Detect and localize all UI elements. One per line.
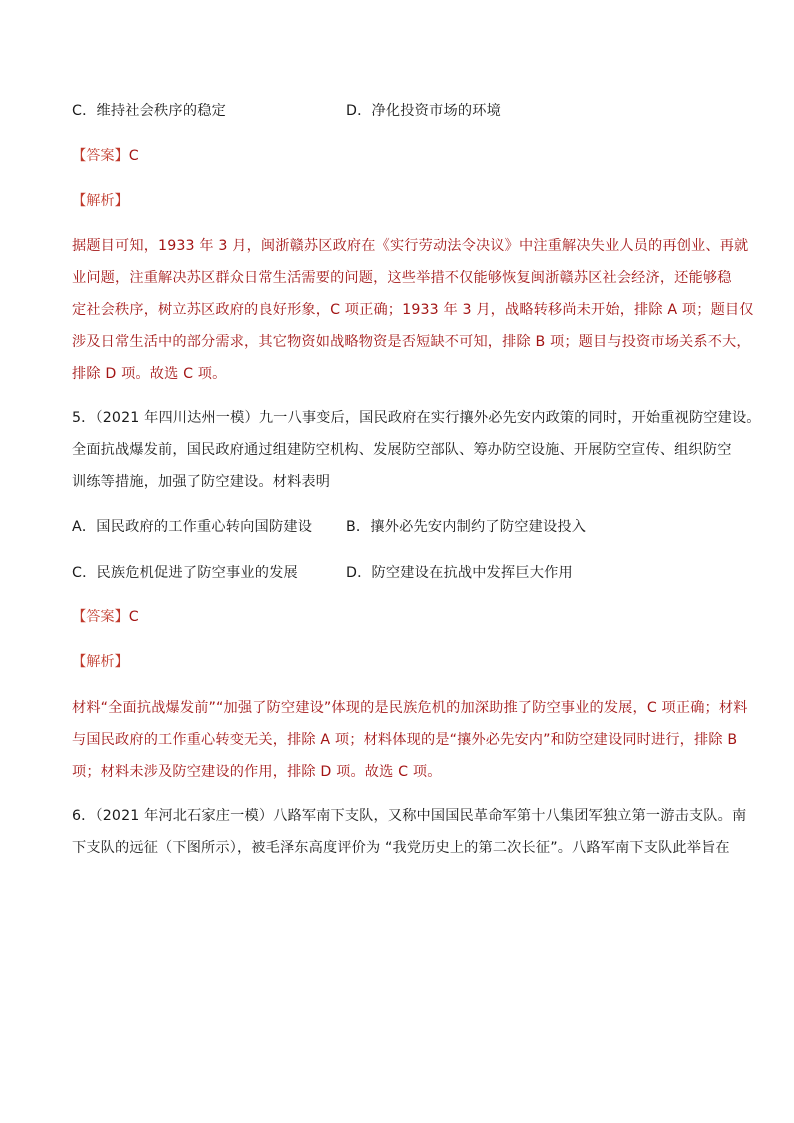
q4-answer (72, 146, 139, 166)
q4-analysis-line: 定社会秩序，树立苏区政府的良好形象，C 项正确；1933 年 3 月，战略转移尚未开始，排除 A 项；题目仅 (72, 302, 754, 318)
q6-stem-line: 下支队的远征（下图所示），被毛泽东高度评价为 “我党历史上的第二次长征”。八路军南下支队此举旨在 (72, 840, 730, 856)
answer-value: C (128, 148, 139, 164)
q6-stem-line: 6．（2021 年河北石家庄一模）八路军南下支队，又称中国国民革命军第十八集团军独立第一游击支队。南 (72, 808, 747, 824)
q4-analysis-label: 【解析】 (72, 193, 129, 209)
q4-analysis-line: 业问题，注重解决苏区群众日常生活需要的问题，这些举措不仅能够恢复闽浙赣苏区社会经济，还能够稳 (72, 270, 732, 286)
q4-analysis-line: 据题目可知，1933 年 3 月，闽浙赣苏区政府在《实行劳动法令决议》中注重解决失业人员的再创业、再就 (72, 238, 749, 254)
answer-value: C (128, 609, 139, 625)
q5-analysis-line: 项；材料未涉及防空建设的作用，排除 D 项。故选 C 项。 (72, 764, 442, 780)
q5-analysis-line: 与国民政府的工作重心转变无关，排除 A 项；材料体现的是“攘外必先安内”和防空建设同时进行，排除 B (72, 732, 738, 748)
q4-analysis-line: 排除 D 项。故选 C 项。 (72, 366, 227, 382)
q5-option-c: C．民族危机促进了防空事业的发展 (72, 565, 298, 581)
answer-label: 【答案】 (72, 609, 129, 625)
q4-option-c: C．维持社会秩序的稳定 (72, 103, 226, 119)
q5-option-a: A．国民政府的工作重心转向国防建设 (72, 519, 313, 535)
answer-label: 【答案】 (72, 148, 129, 164)
q5-stem-line: 5．（2021 年四川达州一模）九一八事变后，国民政府在实行攘外必先安内政策的同时，开始重视防空建设。 (72, 410, 761, 426)
q4-analysis-line: 涉及日常生活中的部分需求，其它物资如战略物资是否短缺不可知，排除 B 项；题目与投资市场关系不大， (72, 334, 751, 350)
q5-option-b: B．攘外必先安内制约了防空建设投入 (346, 519, 587, 535)
q5-answer (72, 607, 139, 627)
q5-option-d: D．防空建设在抗战中发挥巨大作用 (346, 565, 573, 581)
q5-analysis-label: 【解析】 (72, 654, 129, 670)
q5-stem-line: 全面抗战爆发前，国民政府通过组建防空机构、发展防空部队、筹办防空设施、开展防空宣传、组织防空 (72, 442, 732, 458)
q5-stem-line: 训练等措施，加强了防空建设。材料表明 (72, 474, 331, 490)
q4-option-d: D．净化投资市场的环境 (346, 103, 502, 119)
q5-analysis-line: 材料“全面抗战爆发前”“加强了防空建设”体现的是民族危机的加深助推了防空事业的发展，C 项正确；材料 (72, 700, 748, 716)
